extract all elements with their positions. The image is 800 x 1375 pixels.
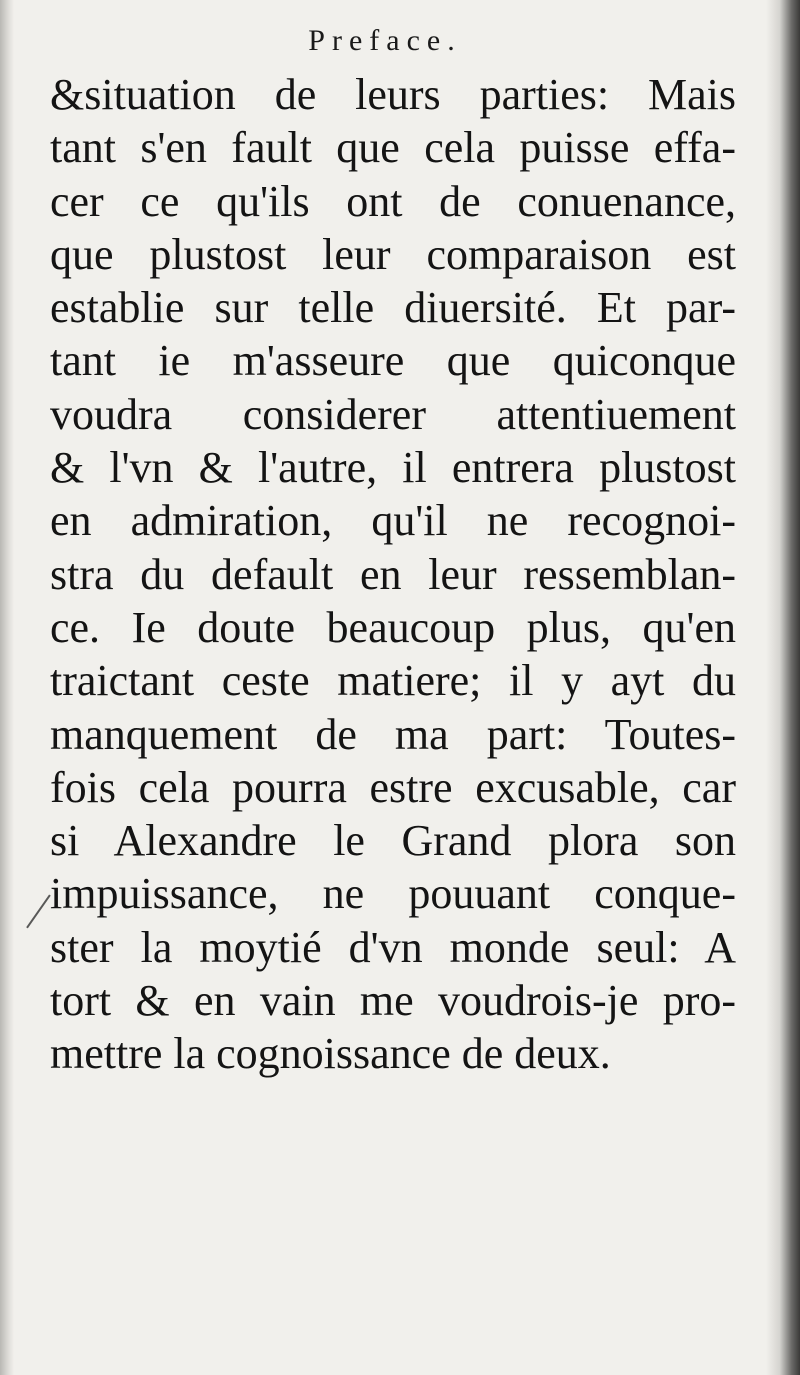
page-edge-shadow xyxy=(766,0,800,1375)
text-line: mettre la cognoissance de deux. xyxy=(50,1029,611,1079)
text-line: tant s'en fault que cela puisse effa- xyxy=(50,123,736,173)
running-header: Preface. xyxy=(308,24,462,57)
text-line: si Alexandre le Grand plora son xyxy=(50,816,736,866)
body-text xyxy=(50,68,736,1081)
text-line: ce. Ie doute beaucoup plus, qu'en xyxy=(50,602,736,652)
text-line: manquement de ma part: Toutes- xyxy=(50,709,736,759)
text-line: &situation de leurs parties: Mais xyxy=(50,70,736,119)
text-line: tort & en vain me voudrois-je pro- xyxy=(50,976,736,1026)
text-line: stra du default en leur ressemblan- xyxy=(50,549,736,599)
text-line: ster la moytié d'vn monde seul: A xyxy=(50,922,736,972)
text-line: que plustost leur comparaison est xyxy=(50,229,736,279)
text-line: establie sur telle diuersité. Et par- xyxy=(50,283,736,333)
gutter-shadow xyxy=(0,0,14,1375)
text-line: cer ce qu'ils ont de conuenance, xyxy=(50,176,736,226)
text-line: tant ie m'asseure que quiconque xyxy=(50,336,736,386)
text-line: traictant ceste matiere; il y ayt du xyxy=(50,656,736,706)
text-line: voudra considerer attentiuement xyxy=(50,389,736,439)
text-line: & l'vn & l'autre, il entrera plustost xyxy=(50,443,736,493)
text-line: en admiration, qu'il ne recognoi- xyxy=(50,496,736,546)
text-line: fois cela pourra estre excusable, car xyxy=(50,762,736,812)
text-line: impuissance, ne pouuant conque- xyxy=(50,869,736,919)
